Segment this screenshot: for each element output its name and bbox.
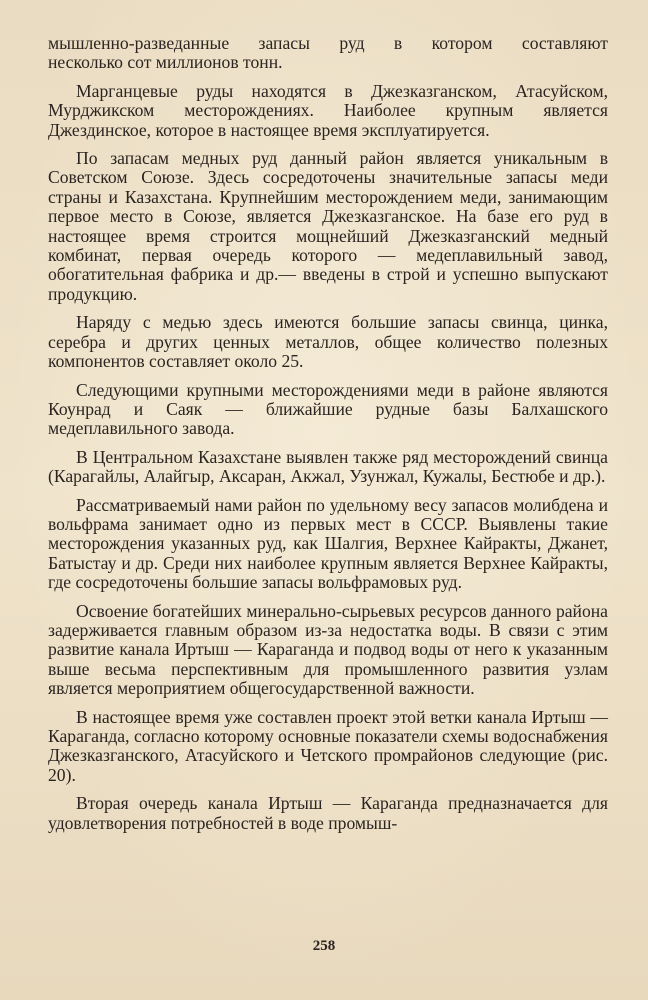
paragraph-molybdenum [48, 496, 608, 593]
paragraph-lead-deposits [48, 448, 608, 487]
paragraph-text: Рассматриваемый нами район по удельному весу запасов молибдена и вольфрама занимает одно из первых мест в СССР. Выявлены такие месторождения указанных руд, как Шалгия, Верхнее Кайракты, Джанет, Батыстау и др. Среди них наиболее крупным является Верхнее Кайракты, где сосредоточены большие запасы вольфрамовых руд. [48, 494, 608, 593]
text-line: несколько сот миллионов тонн. [48, 52, 283, 73]
paragraph-1 [48, 34, 608, 73]
paragraph-text: В настоящее время уже составлен проект этой ветки канала Иртыш — Караганда, согласно которому основные показатели схемы водоснабжения Джезказганского, Атасуйского и Четского промрайонов следующие (рис. 20). [48, 706, 608, 785]
paragraph-text: Марганцевые руды находятся в Джезказганском, Атасуйском, Мурджикском месторождениях. Наиболее крупным является Джездинское, которое в настоящее время эксплуатируется. [48, 80, 608, 140]
text-line: мышленно-разведанные запасы руд в котором составляют [48, 33, 608, 53]
page-body-text [48, 34, 608, 842]
paragraph-kounrad [48, 381, 608, 439]
paragraph-text: Следующими крупными месторождениями меди в районе являются Коунрад и Саяк — ближайшие рудные базы Балхашского медеплавильного завода. [48, 379, 608, 439]
paragraph-copper [48, 149, 608, 304]
paragraph-text: В Центральном Казахстане выявлен также ряд месторождений свинца (Карагайлы, Алайгыр, Аксаран, Акжал, Узунжал, Кужалы, Бестюбе и др.). [48, 446, 608, 487]
paragraph-lead-zinc [48, 313, 608, 371]
paragraph-text: По запасам медных руд данный район является уникальным в Советском Союзе. Здесь сосредоточены значительные запасы меди страны и Казахстана. Крупнейшим месторождением меди, занимающим первое место в Союзе, является Джезказганское. На базе его руд в настоящее время строится мощнейший Джезказганский медный комбинат, первая очередь которого — медеплавильный завод, обогатительная фабрика и др.— введены в строй и успешно выпускают продукцию. [48, 148, 608, 304]
paragraph-text: Наряду с медью здесь имеются большие запасы свинца, цинка, серебра и других ценных металлов, общее количество полезных компонентов составляет около 25. [48, 312, 608, 372]
paragraph-text: Вторая очередь канала Иртыш — Караганда предназначается для удовлетворения потребностей в воде промыш- [48, 793, 608, 833]
paragraph-text: Освоение богатейших минерально-сырьевых ресурсов данного района задерживается главным образом из-за недостатка воды. В связи с этим развитие канала Иртыш — Караганда и подвод воды от него к указанным выше весьма перспективным для промышленного развития узлам является мероприятием общегосударственной важности. [48, 600, 608, 699]
paragraph-water-shortage [48, 602, 608, 699]
paragraph-manganese [48, 82, 608, 140]
paragraph-second-stage [48, 794, 608, 833]
page-number: 258 [312, 938, 336, 954]
paragraph-canal-project [48, 708, 608, 786]
